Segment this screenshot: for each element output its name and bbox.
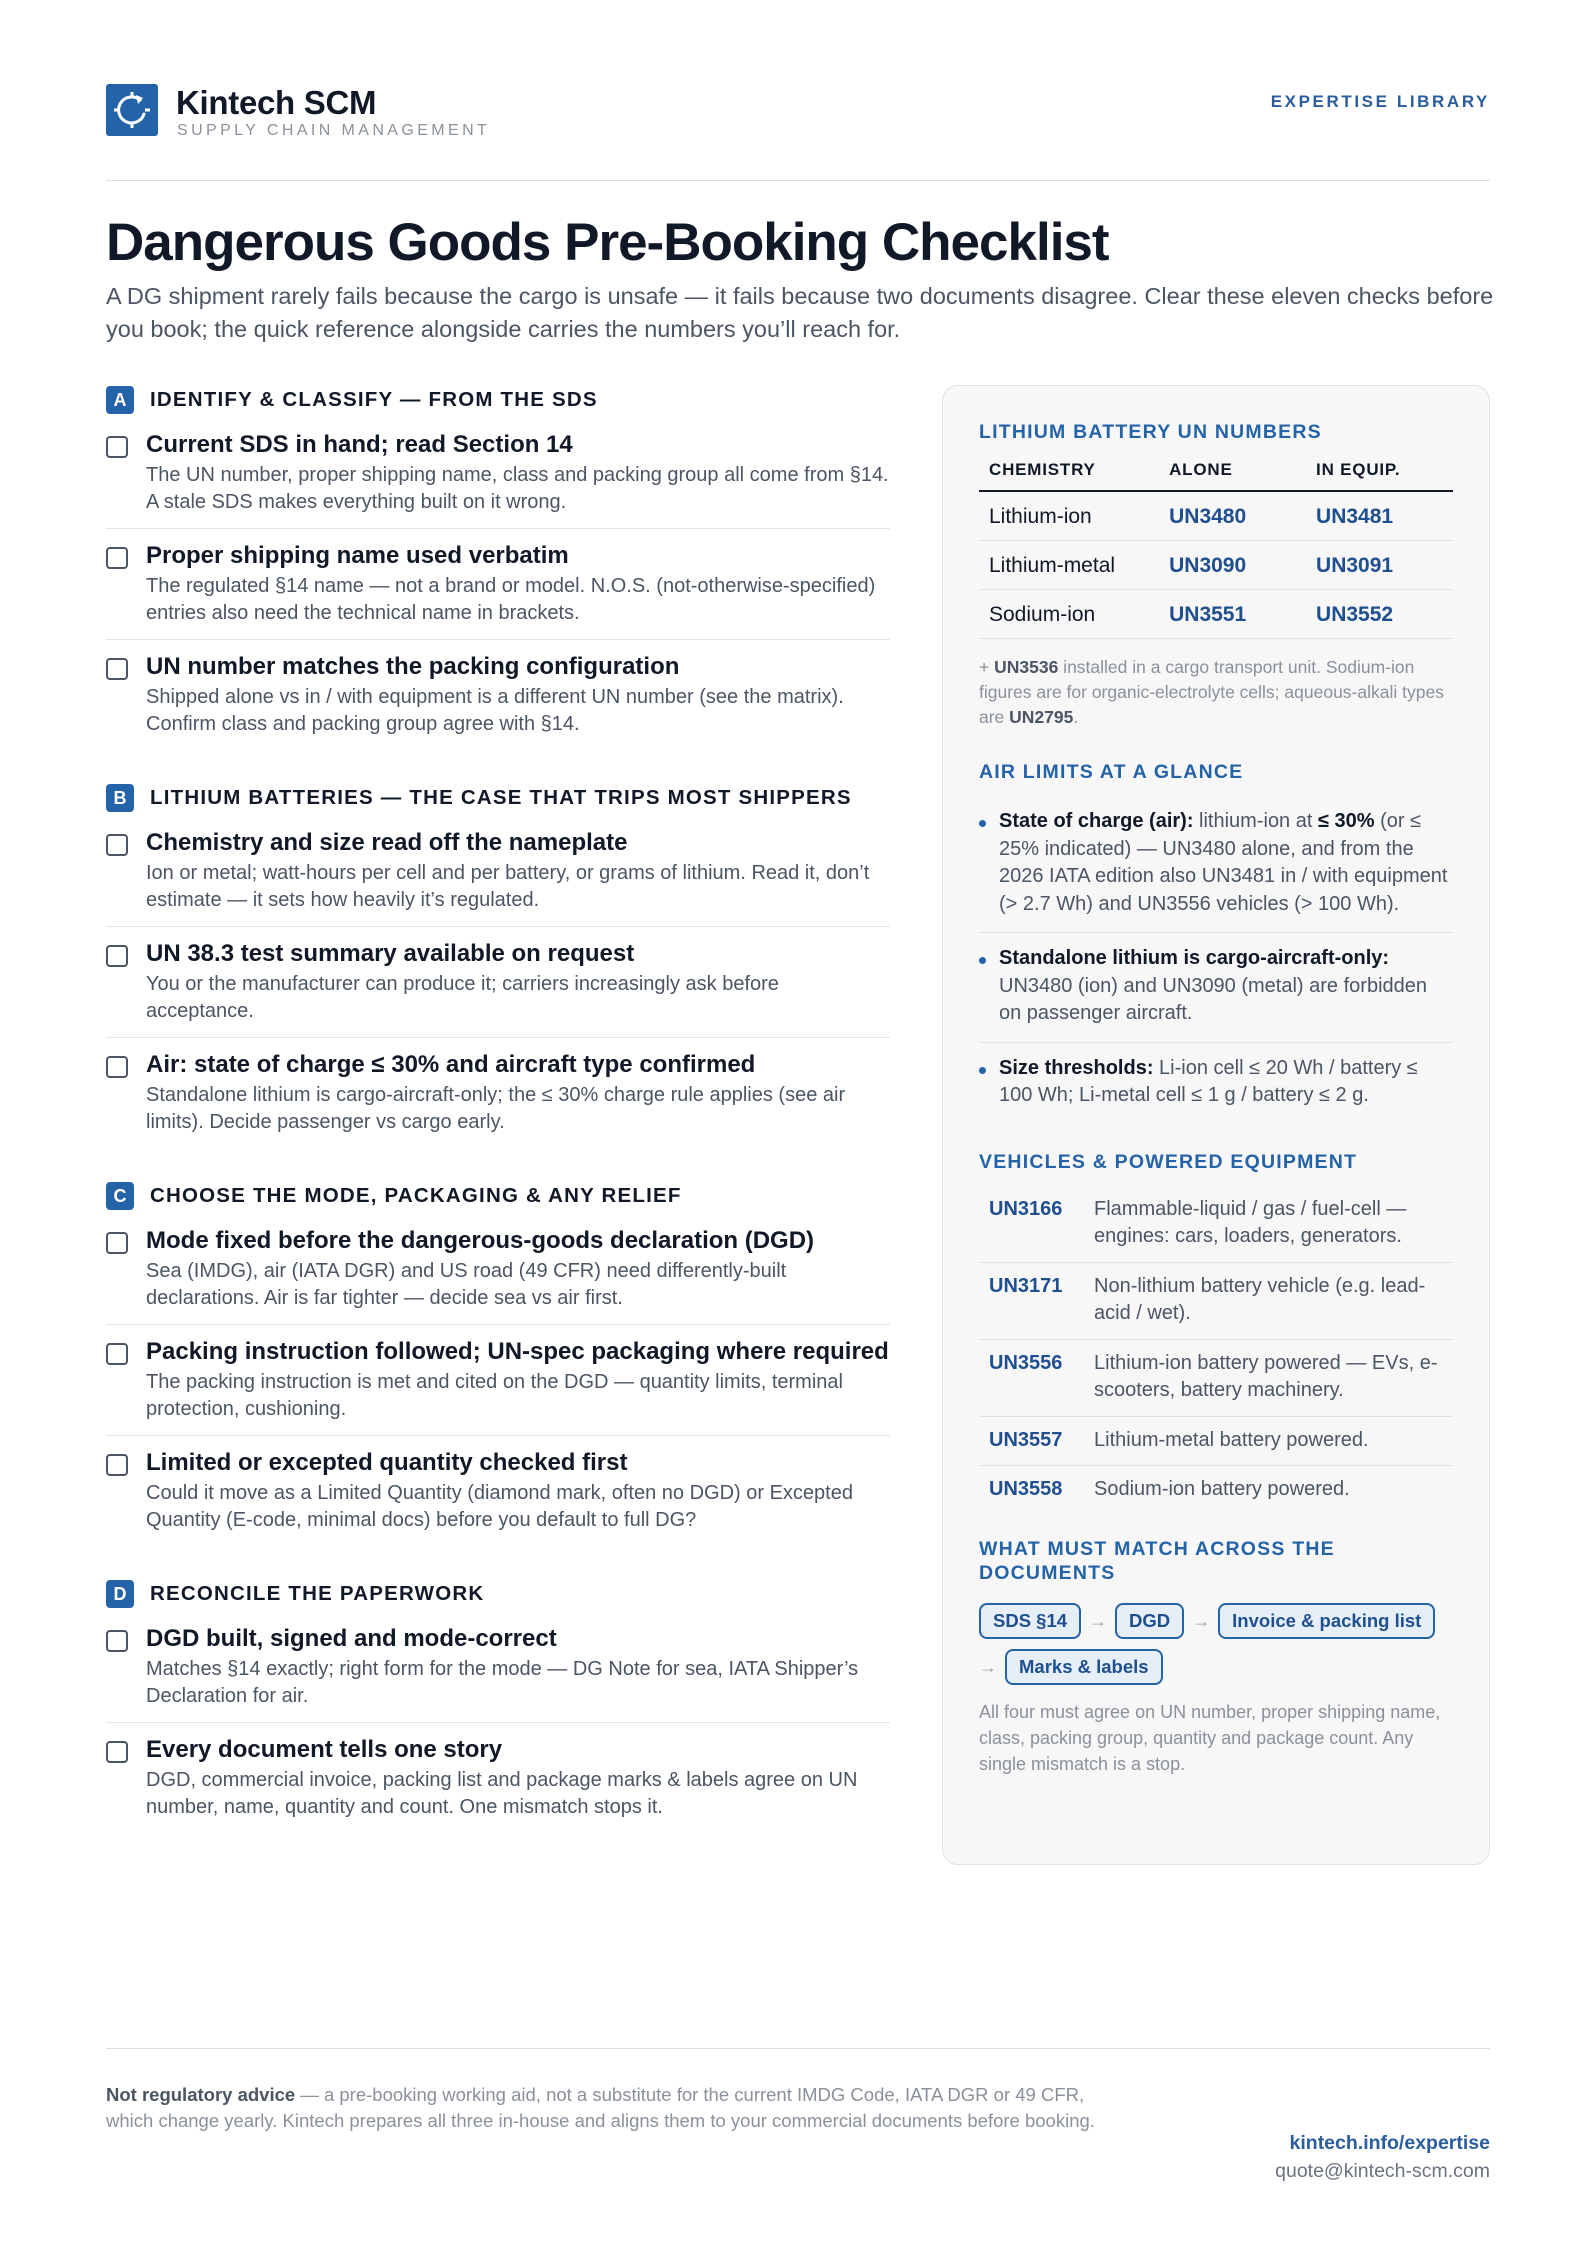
section-title: IDENTIFY & CLASSIFY — FROM THE SDS: [150, 388, 598, 411]
un-alone-cell: UN3551: [1159, 590, 1306, 639]
item-title: Current SDS in hand; read Section 14: [146, 431, 573, 458]
item-desc: Ion or metal; watt-hours per cell and per battery, or grams of lithium. Read it, don’t estimate — it sets how heavily it’s regulated.: [146, 862, 870, 911]
checklist-item: [106, 640, 890, 750]
page-header: [106, 84, 1490, 180]
footer-url-link[interactable]: kintech.info/expertise: [1289, 2132, 1490, 2154]
air-heading: AIR LIMITS AT A GLANCE: [979, 761, 1244, 783]
checklist-item: [106, 529, 890, 640]
un-equip-cell: UN3091: [1306, 541, 1453, 590]
item-title: UN number matches the packing configuration: [146, 653, 680, 680]
item-desc: Sea (IMDG), air (IATA DGR) and US road (49 CFR) need differently-built declarations. Air is far tighter — decide sea vs air first.: [146, 1260, 787, 1309]
logo: [106, 84, 158, 136]
gear-cycle-icon: [106, 84, 158, 136]
checkbox[interactable]: [106, 658, 128, 680]
expertise-library-link[interactable]: EXPERTISE LIBRARY: [1270, 92, 1490, 111]
item-title: Packing instruction followed; UN-spec packaging where required: [146, 1338, 889, 1365]
item-title: Mode fixed before the dangerous-goods declaration (DGD): [146, 1227, 815, 1254]
checkbox[interactable]: [106, 1343, 128, 1365]
col-header: CHEMISTRY: [979, 454, 1159, 491]
item-desc: The packing instruction is met and cited on the DGD — quantity limits, terminal protection, cushioning.: [146, 1371, 843, 1420]
page-title: Dangerous Goods Pre-Booking Checklist: [106, 213, 1109, 272]
brand-name: Kintech SCM: [176, 84, 377, 121]
item-title: Proper shipping name used verbatim: [146, 542, 569, 569]
list-item: Standalone lithium is cargo-aircraft-only: UN3480 (ion) and UN3090 (metal) are forbidden on passenger aircraft.: [979, 933, 1453, 1043]
section-d-heading: [106, 1576, 890, 1612]
item-desc: You or the manufacturer can produce it; carriers increasingly ask before acceptance.: [146, 973, 779, 1022]
document-chain: [979, 1599, 1453, 1691]
lithium-note: + UN3536 installed in a cargo transport unit. Sodium-ion figures are for organic-electrolyte cells; aqueous-alkali types are UN2795.: [979, 657, 1444, 727]
chemistry-cell: Sodium-ion: [979, 590, 1159, 639]
checklist-item: [106, 1723, 890, 1833]
section-badge: A: [106, 386, 134, 414]
chip-invoice: Invoice & packing list: [1218, 1603, 1435, 1639]
brand-tagline: SUPPLY CHAIN MANAGEMENT: [177, 122, 491, 139]
chemistry-cell: Lithium-metal: [979, 541, 1159, 590]
list-item: State of charge (air): lithium-ion at ≤ 30% (or ≤ 25% indicated) — UN3480 alone, and from the 2026 IATA edition also UN3481 in / with equipment (> 2.7 Wh) and UN3556 vehicles (> 100 Wh).: [979, 796, 1453, 933]
un-alone-cell: UN3090: [1159, 541, 1306, 590]
checklist-item: [106, 1436, 890, 1546]
checkbox[interactable]: [106, 945, 128, 967]
arrow-icon: →: [1192, 1610, 1211, 1631]
footer-divider: [106, 2048, 1490, 2049]
footer-email-link[interactable]: quote@kintech-scm.com: [1275, 2160, 1490, 2182]
table-row: [979, 491, 1453, 541]
item-title: UN 38.3 test summary available on request: [146, 940, 635, 967]
checkbox[interactable]: [106, 1056, 128, 1078]
chip-dgd: DGD: [1115, 1603, 1184, 1639]
un-alone-cell: UN3480: [1159, 491, 1306, 541]
checklist-item: [106, 1612, 890, 1723]
col-header: ALONE: [1159, 454, 1306, 491]
checkbox[interactable]: [106, 1741, 128, 1763]
chemistry-cell: Lithium-ion: [979, 491, 1159, 541]
lithium-table: [979, 454, 1453, 639]
item-title: Every document tells one story: [146, 1736, 503, 1763]
checklist-item: [106, 418, 890, 529]
section-a-heading: [106, 382, 890, 418]
item-desc: DGD, commercial invoice, packing list and package marks & labels agree on UN number, name, quantity and count. One mismatch stops it.: [146, 1769, 858, 1818]
vehicles-list: [979, 1186, 1453, 1515]
checkbox[interactable]: [106, 1232, 128, 1254]
list-item: UN3557 Lithium-metal battery powered.: [979, 1417, 1453, 1467]
checklist-item: [106, 927, 890, 1038]
checklist: [106, 382, 890, 1833]
air-limits-list: [979, 796, 1453, 1124]
section-c-heading: [106, 1178, 890, 1214]
list-item: UN3171 Non-lithium battery vehicle (e.g. lead-acid / wet).: [979, 1263, 1453, 1340]
item-desc: Standalone lithium is cargo-aircraft-only; the ≤ 30% charge rule applies (see air limits). Decide passenger vs cargo early.: [146, 1084, 846, 1133]
item-title: Air: state of charge ≤ 30% and aircraft type confirmed: [146, 1051, 756, 1078]
item-desc: The UN number, proper shipping name, class and packing group all come from §14. A stale SDS makes everything built on it wrong.: [146, 464, 889, 513]
table-row: [979, 541, 1453, 590]
section-title: RECONCILE THE PAPERWORK: [150, 1582, 485, 1605]
arrow-icon: →: [1089, 1610, 1108, 1631]
quick-reference-panel: [942, 385, 1490, 1865]
header-divider: [106, 180, 1490, 181]
item-title: DGD built, signed and mode-correct: [146, 1625, 557, 1652]
item-desc: The regulated §14 name — not a brand or model. N.O.S. (not-otherwise-specified) entries also need the technical name in brackets.: [146, 575, 876, 624]
disclaimer: Not regulatory advice — a pre-booking working aid, not a substitute for the current IMDG Code, IATA DGR or 49 CFR, which change yearly. Kintech prepares all three in-house and aligns them to your commercial documents before booking.: [106, 2084, 1095, 2131]
checkbox[interactable]: [106, 547, 128, 569]
item-title: Limited or excepted quantity checked first: [146, 1449, 628, 1476]
checklist-item: [106, 1214, 890, 1325]
section-badge: B: [106, 784, 134, 812]
list-item: Size thresholds: Li-ion cell ≤ 20 Wh / battery ≤ 100 Wh; Li-metal cell ≤ 1 g / battery ≤ 2 g.: [979, 1043, 1453, 1124]
vehicles-heading: VEHICLES & POWERED EQUIPMENT: [979, 1150, 1358, 1173]
checkbox[interactable]: [106, 834, 128, 856]
section-title: LITHIUM BATTERIES — THE CASE THAT TRIPS MOST SHIPPERS: [150, 786, 852, 809]
un-equip-cell: UN3481: [1306, 491, 1453, 541]
item-desc: Could it move as a Limited Quantity (diamond mark, often no DGD) or Excepted Quantity (E-code, minimal docs) before you default to full DG?: [146, 1482, 853, 1531]
checklist-item: [106, 816, 890, 927]
item-desc: Matches §14 exactly; right form for the mode — DG Note for sea, IATA Shipper’s Declaration for air.: [146, 1658, 859, 1707]
un-equip-cell: UN3552: [1306, 590, 1453, 639]
match-heading: WHAT MUST MATCH ACROSS THE DOCUMENTS: [979, 1537, 1335, 1584]
section-b-heading: [106, 780, 890, 816]
chip-marks: Marks & labels: [1005, 1649, 1163, 1685]
list-item: UN3556 Lithium-ion battery powered — EVs, e-scooters, battery machinery.: [979, 1340, 1453, 1417]
checklist-item: [106, 1325, 890, 1436]
section-badge: C: [106, 1182, 134, 1210]
checklist-item: [106, 1038, 890, 1148]
checkbox[interactable]: [106, 436, 128, 458]
table-row: [979, 590, 1453, 639]
chip-sds: SDS §14: [979, 1603, 1081, 1639]
item-desc: Shipped alone vs in / with equipment is a different UN number (see the matrix). Confirm class and packing group agree with §14.: [146, 686, 844, 735]
checkbox[interactable]: [106, 1630, 128, 1652]
list-item: UN3166 Flammable-liquid / gas / fuel-cell — engines: cars, loaders, generators.: [979, 1186, 1453, 1263]
match-note: All four must agree on UN number, proper shipping name, class, packing group, quantity and package count. Any single mismatch is a stop.: [979, 1701, 1441, 1774]
section-title: CHOOSE THE MODE, PACKAGING & ANY RELIEF: [150, 1184, 682, 1207]
col-header: IN EQUIP.: [1306, 454, 1453, 491]
lithium-heading: LITHIUM BATTERY UN NUMBERS: [979, 421, 1322, 443]
section-badge: D: [106, 1580, 134, 1608]
item-title: Chemistry and size read off the nameplate: [146, 829, 628, 856]
list-item: UN3558 Sodium-ion battery powered.: [989, 1478, 1350, 1500]
lede: A DG shipment rarely fails because the cargo is unsafe — it fails because two documents disagree. Clear these eleven checks before you book; the quick reference alongside carries the numbers you’ll reach for.: [106, 283, 1494, 342]
checkbox[interactable]: [106, 1454, 128, 1476]
arrow-icon: →: [979, 1656, 997, 1677]
